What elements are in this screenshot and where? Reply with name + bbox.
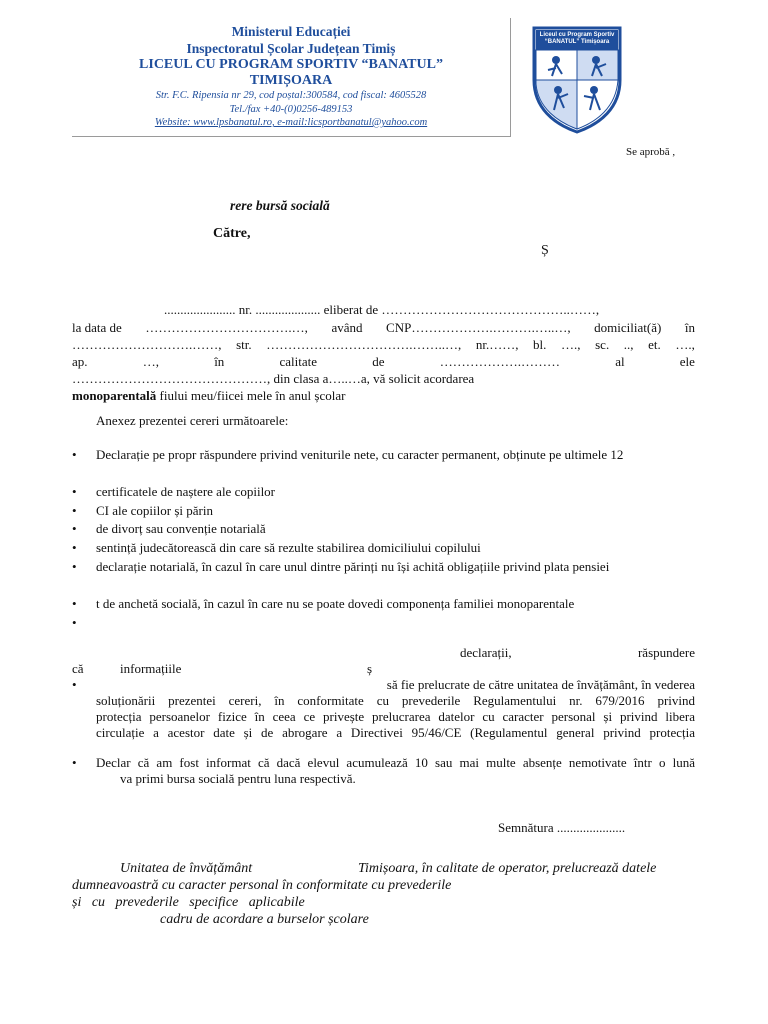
- body-line-6: monoparentală fiului meu/fiicei mele în anul școlar: [72, 388, 346, 403]
- declaration-word-info: informațiile: [120, 661, 182, 676]
- declaration-line-6: circulație a acestor date și de abrogare a Directivei 95/46/CE (Regulamentul general privind protecția: [96, 725, 695, 740]
- declaration-line-4: soluționării prezentei cereri, în conformitate cu prevederile Regulamentului nr. 679/2016 privind: [96, 693, 695, 708]
- bullet-icon: •: [72, 596, 77, 611]
- school-city: TIMIȘOARA: [249, 73, 333, 88]
- school-logo: [530, 24, 624, 136]
- annex-intro: Anexez prezentei cereri următoarele:: [96, 413, 289, 428]
- inspectorate-name: Inspectoratul Școlar Județean Timiș: [186, 41, 396, 56]
- footer-line-1a: Unitatea de învățământ: [120, 861, 253, 876]
- ministry-name: Ministerul Educației: [231, 24, 351, 39]
- bullet-icon: •: [72, 540, 77, 555]
- annex-item: Declarație pe propr răspundere privind veniturile nete, cu caracter permanent, obținute pe ultimele 12: [96, 447, 624, 462]
- bullet-icon: •: [72, 447, 77, 462]
- footer-line-3: și cu prevederile specifice aplicabile: [72, 895, 305, 910]
- school-website: Website: www.lpsbanatul.ro, e-mail:licsportbanatul@yahoo.com: [154, 117, 428, 128]
- declaration-line-3: să fie prelucrate de către unitatea de învățământ, în vederea: [386, 677, 695, 692]
- annex-item: declarație notarială, în cazul în care unul dintre părinți nu își achită obligațiile privind plata pensiei: [96, 559, 610, 574]
- approval-note: Se aprobă ,: [626, 146, 676, 158]
- bullet-icon: •: [72, 559, 77, 574]
- bullet-icon: •: [72, 521, 77, 536]
- annex-item: de divorț sau convenție notarială: [96, 521, 266, 536]
- declaration-word-s: ș: [367, 661, 373, 676]
- bullet-icon: •: [72, 755, 77, 770]
- logo-text-top: Liceul cu Program Sportiv: [539, 32, 615, 38]
- absence-line-1: Declar că am fost informat că dacă elevul acumulează 10 sau mai multe absențe nemotivate într o lună: [96, 755, 695, 770]
- declaration-word-ca: că: [72, 661, 84, 676]
- footer-line-4: cadru de acordare a burselor școlare: [160, 912, 369, 927]
- document-title: rere bursă socială: [230, 198, 330, 213]
- annex-item: CI ale copiilor și părin: [96, 503, 213, 518]
- declaration-line-5: protecția persoanelor fizice în ceea ce privește prelucrarea datelor cu caracter personal și privind libera: [96, 709, 695, 724]
- annex-item: t de anchetă socială, în cazul în care nu se poate dovedi componența familiei monoparentale: [96, 596, 575, 611]
- school-name: LICEUL CU PROGRAM SPORTIV “BANATUL”: [139, 57, 443, 72]
- fragment-letter: Ș: [541, 243, 549, 258]
- absence-line-2: va primi bursa socială pentru luna respectivă.: [120, 771, 356, 786]
- bullet-icon: •: [72, 677, 77, 692]
- logo-text-mid: “BANATUL” Timișoara: [544, 39, 610, 45]
- declaration-line-1: declarații, răspundere: [460, 645, 695, 660]
- addressee: Către,: [213, 226, 251, 241]
- signature-field: Semnătura .....................: [498, 820, 626, 835]
- body-line-3: ……………………….……, str. …………………………….……..…, nr.……, bl. …., sc. .., et. ….,: [72, 337, 695, 352]
- annex-item: certificatele de naștere ale copiilor: [96, 484, 276, 499]
- footer-line-2: dumneavoastră cu caracter personal în conformitate cu prevederile: [72, 878, 452, 893]
- school-phone: Tel./fax +40-(0)0256-489153: [229, 104, 353, 115]
- body-line-4: ap. …, în calitate de ……………….……… al ele: [72, 354, 695, 369]
- school-address: Str. F.C. Ripensia nr 29, cod poștal:300584, cod fiscal: 4605528: [155, 90, 427, 101]
- body-line-1: ...................... nr. .................... eliberat de ……………………………………..……,: [164, 302, 600, 317]
- bullet-icon: •: [72, 503, 77, 518]
- body-line-5: ………………………………………, din clasa a…..…a, vă solicit acordarea: [72, 371, 475, 386]
- bullet-icon: •: [72, 484, 77, 499]
- body-line-2: la data de …………………………….…, având CNP……………….……….…..…, domiciliat(ă) în: [72, 320, 695, 335]
- bullet-icon: •: [72, 615, 77, 630]
- footer-line-1b: Timișoara, în calitate de operator, prelucrează datele: [358, 861, 657, 876]
- annex-item: sentință judecătorească din care să rezulte stabilirea domiciliului copilului: [96, 540, 481, 555]
